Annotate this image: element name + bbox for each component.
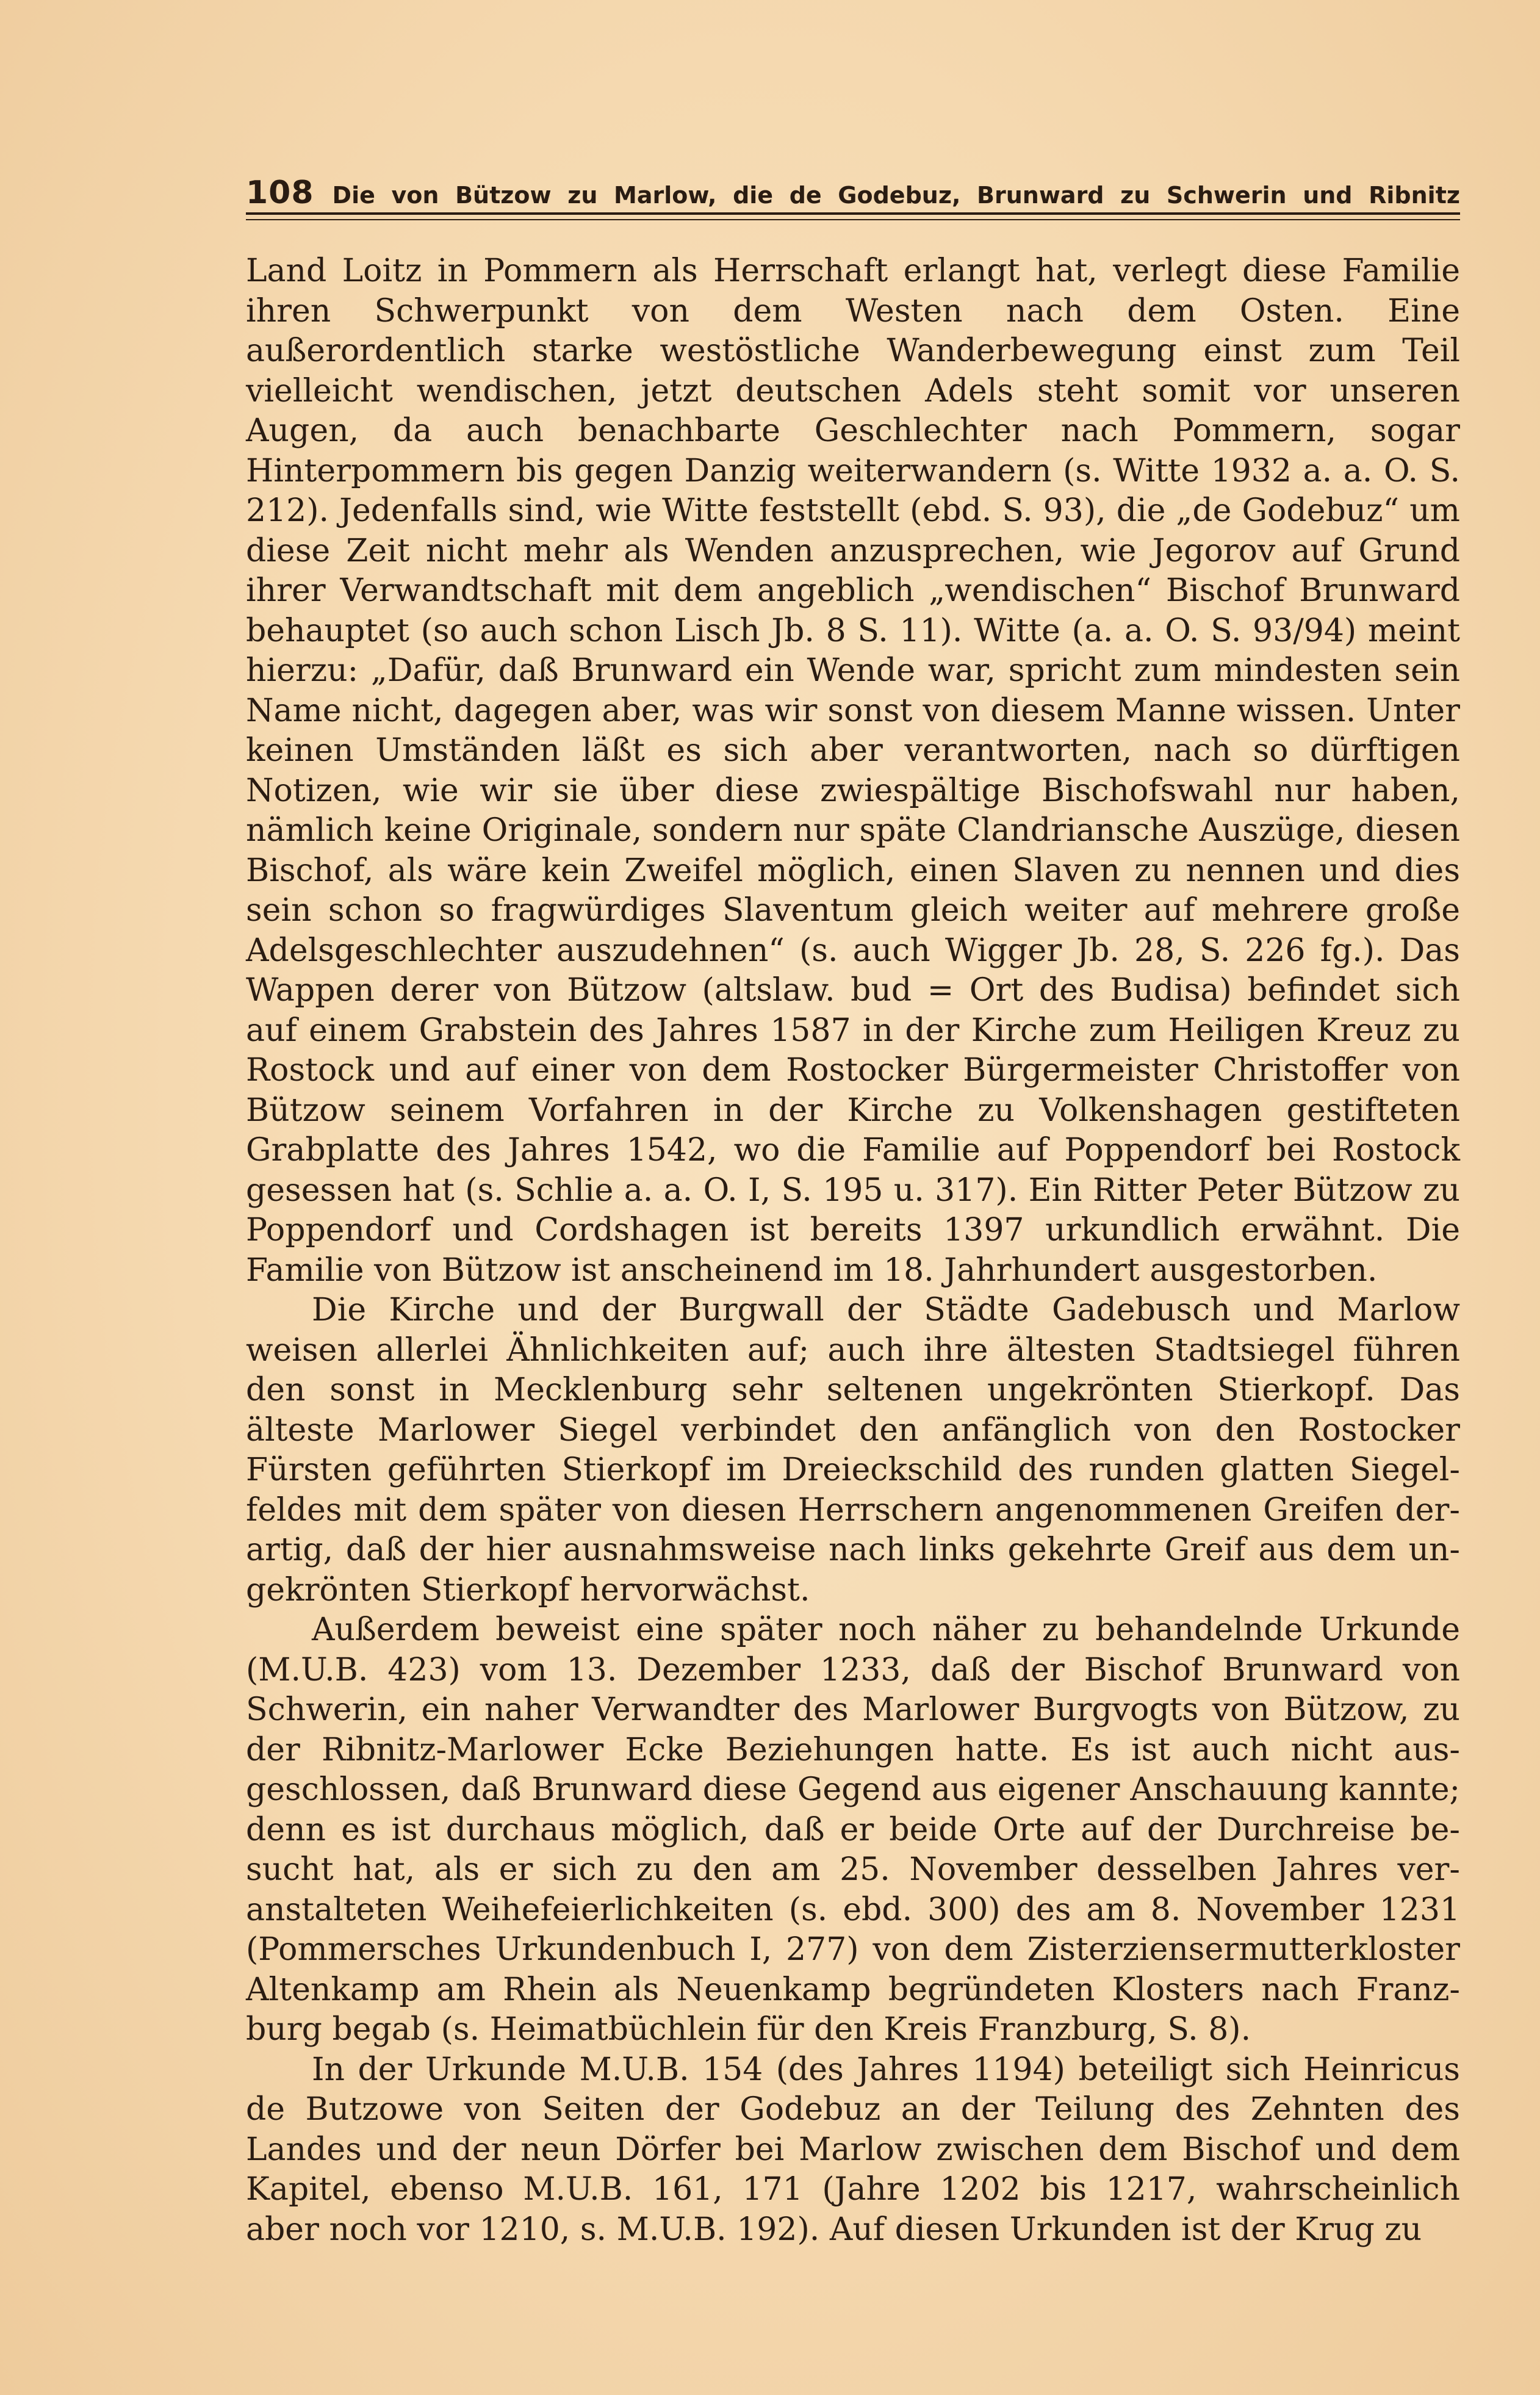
page-number: 108 — [246, 175, 314, 211]
body-text — [246, 251, 1460, 2250]
paragraph-4: In der Urkunde M.U.B. 154 (des Jahres 1194) beteiligt sich Heinricus de Butzowe von Seiten der Godebuz an der Teilung des Zehnten des Landes und der neun Dörfer bei Marlow zwischen dem Bischof und dem Kapitel, ebenso M.U.B. 161, 171 (Jahre 1202 bis 1217, wahrscheinlich aber noch vor 1210, s. M.U.B. 192). Auf diesen Urkunden ist der Krug zu — [246, 2051, 1460, 2248]
paragraph-3: Außerdem beweist eine später noch näher zu behandelnde Urkunde (M.U.B. 423) vom 13. Dezember 1233, daß der Bischof Brunward von Schwerin, ein naher Verwandter des Marlower Burgvogts von Bützow, zu der Ribnitz-Marlower Ecke Beziehungen hatte. Es ist auch nicht ausgeschlossen, daß Brunward diese Gegend aus eigener Anschauung kannte; denn es ist durchaus möglich, daß er beide Orte auf der Durchreise besucht hat, als er sich zu den am 25. November desselben Jahres veranstalteten Weihefeierlichkeiten (s. ebd. 300) des am 8. November 1231 (Pommersches Urkundenbuch I, 277) von dem Zisterziensermutterkloster Altenkamp am Rhein als Neuenkamp begründeten Klosters nach Franzburg begab (s. Heimatbüchlein für den Kreis Franzburg, S. 8). — [246, 1612, 1460, 2048]
running-title: Die von Bützow zu Marlow, die de Godebuz, Brunward zu Schwerin und Ribnitz — [332, 182, 1460, 209]
header-rule-thick — [246, 212, 1460, 215]
header-rule-thin — [246, 219, 1460, 220]
paragraph-1: Land Loitz in Pommern als Herrschaft erlangt hat, verlegt diese Familie ihren Schwerpunkt von dem Westen nach dem Osten. Eine außerordentlich starke westöstliche Wanderbewegung einst zum Teil vielleicht wendischen, jetzt deutschen Adels steht somit vor unseren Augen, da auch benachbarte Geschlechter nach Pommern, sogar Hinterpommern bis gegen Danzig weiterwandern (s. Witte 1932 a. a. O. S. 212). Jedenfalls sind, wie Witte feststellt (ebd. S. 93), die „de Godebuz“ um diese Zeit nicht mehr als Wenden anzusprechen, wie Jegorov auf Grund ihrer Verwandtschaft mit dem angeblich „wendischen“ Bischof Brunward behauptet (so auch schon Lisch Jb. 8 S. 11). Witte (a. a. O. S. 93/94) meint hierzu: „Dafür, daß Brunward ein Wende war, spricht zum mindesten sein Name nicht, dagegen aber, was wir sonst von diesem Manne wissen. Unter keinen Umständen läßt es sich aber verantworten, nach so dürftigen Notizen, wie wir sie über diese zwiespältige Bischofswahl nur haben, nämlich keine Originale, sondern nur späte Clandriansche Auszüge, diesen Bischof, als wäre kein Zweifel möglich, einen Slaven zu nennen und dies sein schon so fragwürdiges Slaventum gleich weiter auf mehrere große Adelsgeschlechter auszudehnen“ (s. auch Wigger Jb. 28, S. 226 fg.). Das Wappen derer von Bützow (altslaw. bud = Ort des Budisa) befindet sich auf einem Grabstein des Jahres 1587 in der Kirche zum Heiligen Kreuz zu Rostock und auf einer von dem Rostocker Bürgermeister Christoffer von Bützow seinem Vorfahren in der Kirche zu Volkenshagen gestifteten Grabplatte des Jahres 1542, wo die Familie auf Poppendorf bei Rostock gesessen hat (s. Schlie a. a. O. I, S. 195 u. 317). Ein Ritter Peter Bützow zu Poppendorf und Cordshagen ist bereits 1397 urkundlich erwähnt. Die Familie von Bützow ist anscheinend im 18. Jahrhundert ausgestorben. — [246, 253, 1460, 1289]
running-header — [246, 160, 1460, 209]
paragraph-2: Die Kirche und der Burgwall der Städte Gadebusch und Marlow weisen allerlei Ähnlichkeiten auf; auch ihre ältesten Stadtsiegel führen den sonst in Mecklenburg sehr seltenen ungekrönten Stierkopf. Das älteste Marlower Siegel verbindet den anfänglich von den Rostocker Fürsten geführten Stierkopf im Dreieckschild des runden glatten Siegelfeldes mit dem später von diesen Herrschern angenommenen Greifen derartig, daß der hier ausnahmsweise nach links gekehrte Greif aus dem ungekrönten Stierkopf hervorwächst. — [246, 1292, 1460, 1608]
